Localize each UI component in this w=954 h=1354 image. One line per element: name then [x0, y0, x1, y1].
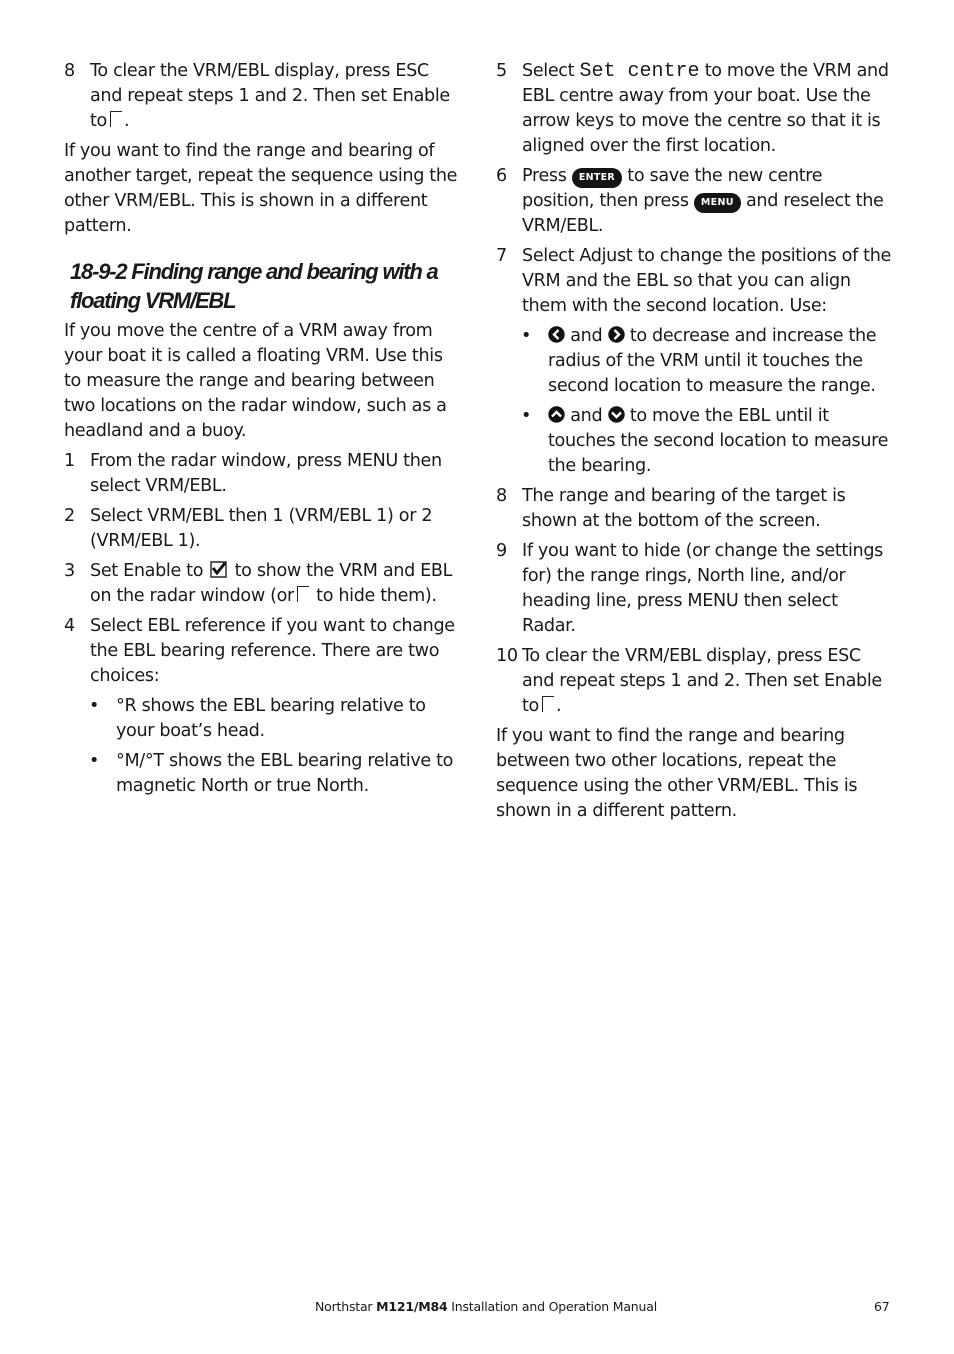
- step-text: To clear the VRM/EBL display, press ESC and repeat steps 1 and 2. Then set Enable to: [90, 61, 450, 131]
- step-9: [496, 539, 896, 639]
- step-1: [64, 449, 464, 499]
- paragraph-floating-vrm: If you move the centre of a VRM away from your boat it is called a floating VRM. Use this to measure the range and bearing between two locations on the radar window, such as a headland and a buoy.: [64, 321, 447, 441]
- up-arrow-key-icon: [548, 406, 565, 423]
- step-4: [64, 614, 464, 689]
- unchecked-box-icon: [297, 586, 309, 602]
- step-text: Select EBL reference if you want to change the EBL bearing reference. There are two choices:: [90, 616, 455, 686]
- right-arrow-key-icon: [608, 326, 625, 343]
- bullet-icon: •: [521, 406, 532, 426]
- step-text: and reselect the VRM/EBL.: [522, 191, 884, 236]
- bullet-relative-r: [64, 694, 464, 744]
- right-column: [496, 59, 896, 829]
- bullet-icon: •: [521, 326, 532, 346]
- left-column: [64, 59, 464, 804]
- paragraph-two-locations: If you want to find the range and bearing between two other locations, repeat the sequence using the other VRM/EBL. This is shown in a different pattern.: [496, 726, 858, 821]
- step-text: The range and bearing of the target is shown at the bottom of the screen.: [522, 486, 846, 531]
- step-number: 4: [64, 616, 75, 636]
- bullet-text: and: [570, 326, 603, 346]
- step-2: [64, 504, 464, 554]
- step-text: to save the new centre position, then press: [522, 166, 823, 211]
- bullet-icon: •: [89, 751, 100, 771]
- bullet-relative-mt: [64, 749, 464, 799]
- step-text: Set Enable to: [90, 561, 204, 581]
- step-number: 7: [496, 246, 507, 266]
- step-text: To clear the VRM/EBL display, press ESC and repeat steps 1 and 2. Then set Enable to: [522, 646, 882, 716]
- step-5: [496, 59, 896, 159]
- left-arrow-key-icon: [548, 326, 565, 343]
- step-number: 9: [496, 541, 507, 561]
- step-text: Select Adjust to change the positions of the VRM and the EBL so that you can align them with the second location. Use:: [522, 246, 891, 316]
- step-number: 8: [496, 486, 507, 506]
- manual-name: Installation and Operation Manual: [451, 1299, 657, 1314]
- bullet-text: to decrease and increase the radius of the VRM until it touches the second location to measure the range.: [548, 326, 877, 396]
- menu-option-code: Set centre: [579, 60, 700, 83]
- step-number: 10: [496, 646, 518, 666]
- step-number: 5: [496, 61, 507, 81]
- step-8-right: [496, 484, 896, 534]
- bullet-text: and: [570, 406, 603, 426]
- step-6: [496, 164, 896, 239]
- step-number: 3: [64, 561, 75, 581]
- brand-name: Northstar: [315, 1299, 373, 1314]
- step-3: [64, 559, 464, 609]
- step-text-end: .: [555, 696, 562, 716]
- bullet-text: °R shows the EBL bearing relative to your boat’s head.: [116, 696, 426, 741]
- step-text: to show the VRM and EBL on the radar window (or: [90, 561, 453, 606]
- section-heading: 18-9-2 Finding range and bearing with a floating VRM/EBL: [70, 259, 438, 313]
- bullet-text: °M/°T shows the EBL bearing relative to magnetic North or true North.: [116, 751, 454, 796]
- checked-box-icon: [210, 561, 227, 578]
- step-number: 2: [64, 506, 75, 526]
- page-number: 67: [874, 1299, 890, 1314]
- paragraph-other-target: If you want to find the range and bearing of another target, repeat the sequence using the other VRM/EBL. This is shown in a different pattern.: [64, 141, 458, 236]
- step-text: Select: [522, 61, 575, 81]
- step-8-left: [64, 59, 464, 134]
- bullet-left-right: [496, 324, 896, 399]
- step-number: 6: [496, 166, 507, 186]
- step-10: [496, 644, 896, 719]
- bullet-up-down: [496, 404, 896, 479]
- step-text: Select VRM/EBL then 1 (VRM/EBL 1) or 2 (VRM/EBL 1).: [90, 506, 433, 551]
- down-arrow-key-icon: [608, 406, 625, 423]
- unchecked-box-icon: [542, 696, 554, 712]
- step-text-end: to hide them).: [316, 586, 437, 606]
- model-name: M121/M84: [376, 1299, 448, 1314]
- step-text-end: .: [123, 111, 130, 131]
- step-text: If you want to hide (or change the settings for) the range rings, North line, and/or heading line, press MENU then select Radar.: [522, 541, 883, 636]
- step-text: Press: [522, 166, 567, 186]
- step-text: to move the VRM and EBL centre away from your boat. Use the arrow keys to move the centre so that it is aligned over the first location.: [522, 61, 889, 156]
- bullet-icon: •: [89, 696, 100, 716]
- enter-key-icon: ENTER: [572, 168, 622, 188]
- step-text: From the radar window, press MENU then select VRM/EBL.: [90, 451, 442, 496]
- manual-title: [315, 1299, 657, 1314]
- step-number: 1: [64, 451, 75, 471]
- step-7: [496, 244, 896, 319]
- step-number: 8: [64, 61, 75, 81]
- menu-key-icon: MENU: [694, 193, 741, 213]
- unchecked-box-icon: [110, 111, 122, 127]
- bullet-text: to move the EBL until it touches the second location to measure the bearing.: [548, 406, 889, 476]
